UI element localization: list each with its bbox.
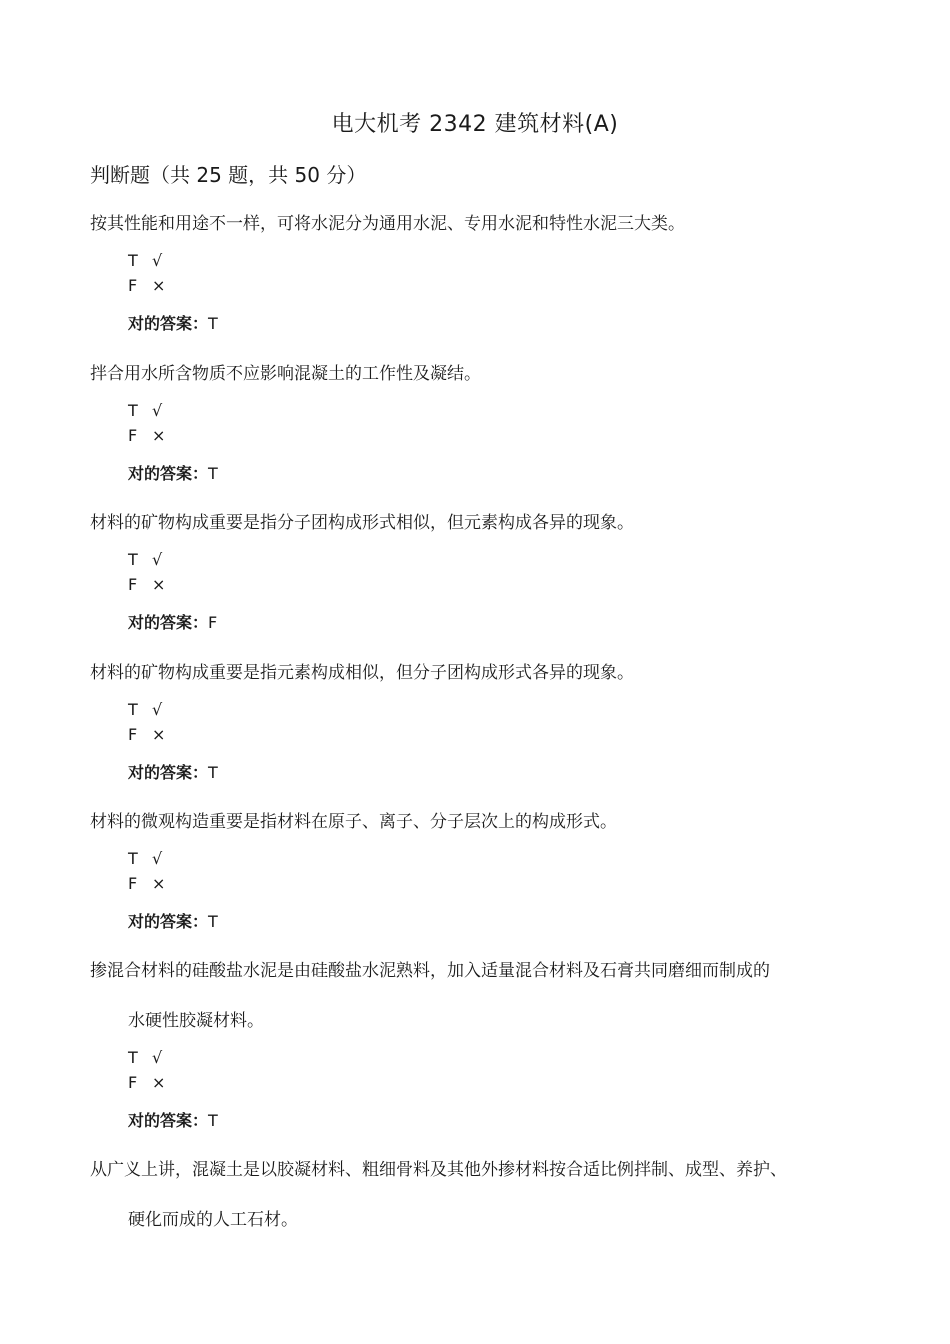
cross-mark-icon: × <box>152 575 166 594</box>
answer-value: T <box>208 314 218 333</box>
option-f[interactable] <box>128 423 890 448</box>
document-title: 电大机考 2342 建筑材料(A) <box>331 112 619 137</box>
answer-label: 对的答案： <box>128 763 209 782</box>
option-f[interactable] <box>128 572 890 597</box>
question-item <box>90 959 890 1133</box>
option-letter: T <box>128 401 138 420</box>
option-f[interactable] <box>128 273 890 298</box>
option-list <box>128 547 890 597</box>
option-letter: F <box>128 725 138 744</box>
correct-answer <box>128 462 890 486</box>
answer-label: 对的答案： <box>128 314 209 333</box>
check-mark-icon: √ <box>152 251 163 270</box>
option-letter: F <box>128 575 138 594</box>
answer-value: T <box>208 763 218 782</box>
answer-label: 对的答案： <box>128 1111 209 1130</box>
option-letter: F <box>128 1073 138 1092</box>
option-f[interactable] <box>128 1070 890 1095</box>
cross-mark-icon: × <box>152 725 166 744</box>
answer-value: T <box>208 1111 218 1130</box>
question-text: 材料的矿物构成重要是指元素构成相似，但分子团构成形式各异的现象。 <box>90 663 634 683</box>
question-text: 材料的微观构造重要是指材料在原子、离子、分子层次上的构成形式。 <box>90 812 617 832</box>
check-mark-icon: √ <box>152 849 163 868</box>
option-letter: T <box>128 550 138 569</box>
check-mark-icon: √ <box>152 700 163 719</box>
option-list <box>128 1045 890 1095</box>
correct-answer <box>128 312 890 336</box>
question-item <box>90 362 890 486</box>
option-letter: F <box>128 276 138 295</box>
option-t[interactable] <box>128 248 890 273</box>
option-t[interactable] <box>128 1045 890 1070</box>
correct-answer <box>128 1109 890 1133</box>
option-letter: T <box>128 849 138 868</box>
cross-mark-icon: × <box>152 426 166 445</box>
cross-mark-icon: × <box>152 276 166 295</box>
option-t[interactable] <box>128 398 890 423</box>
cross-mark-icon: × <box>152 1073 166 1092</box>
correct-answer <box>128 761 890 785</box>
option-list <box>128 846 890 896</box>
question-text: 按其性能和用途不一样，可将水泥分为通用水泥、专用水泥和特性水泥三大类。 <box>90 214 685 234</box>
option-letter: T <box>128 251 138 270</box>
correct-answer <box>128 611 890 635</box>
check-mark-icon: √ <box>152 1048 163 1067</box>
answer-value: F <box>208 613 218 632</box>
question-text-continued: 硬化而成的人工石材。 <box>128 1210 298 1230</box>
option-f[interactable] <box>128 871 890 896</box>
option-letter: F <box>128 874 138 893</box>
option-letter: T <box>128 700 138 719</box>
question-text: 拌合用水所含物质不应影响混凝土的工作性及凝结。 <box>90 364 481 384</box>
answer-label: 对的答案： <box>128 912 209 931</box>
question-text-continued: 水硬性胶凝材料。 <box>128 1011 264 1031</box>
section-heading: 判断题（共 25 题，共 50 分） <box>90 163 367 187</box>
question-text: 从广义上讲，混凝土是以胶凝材料、粗细骨料及其他外掺材料按合适比例拌制、成型、养护、 <box>90 1160 787 1180</box>
option-letter: T <box>128 1048 138 1067</box>
answer-label: 对的答案： <box>128 613 209 632</box>
answer-label: 对的答案： <box>128 464 209 483</box>
cross-mark-icon: × <box>152 874 166 893</box>
question-item <box>90 212 890 336</box>
answer-value: T <box>208 464 218 483</box>
question-text: 掺混合材料的硅酸盐水泥是由硅酸盐水泥熟料，加入适量混合材料及石膏共同磨细而制成的 <box>90 961 770 981</box>
question-item <box>90 810 890 934</box>
option-t[interactable] <box>128 547 890 572</box>
option-t[interactable] <box>128 846 890 871</box>
check-mark-icon: √ <box>152 550 163 569</box>
option-f[interactable] <box>128 722 890 747</box>
option-list <box>128 398 890 448</box>
question-item <box>90 511 890 635</box>
check-mark-icon: √ <box>152 401 163 420</box>
correct-answer <box>128 910 890 934</box>
option-list <box>128 697 890 747</box>
option-letter: F <box>128 426 138 445</box>
question-item <box>90 661 890 785</box>
option-list <box>128 248 890 298</box>
answer-value: T <box>208 912 218 931</box>
option-t[interactable] <box>128 697 890 722</box>
question-item <box>90 1158 890 1232</box>
question-text: 材料的矿物构成重要是指分子团构成形式相似，但元素构成各异的现象。 <box>90 513 634 533</box>
